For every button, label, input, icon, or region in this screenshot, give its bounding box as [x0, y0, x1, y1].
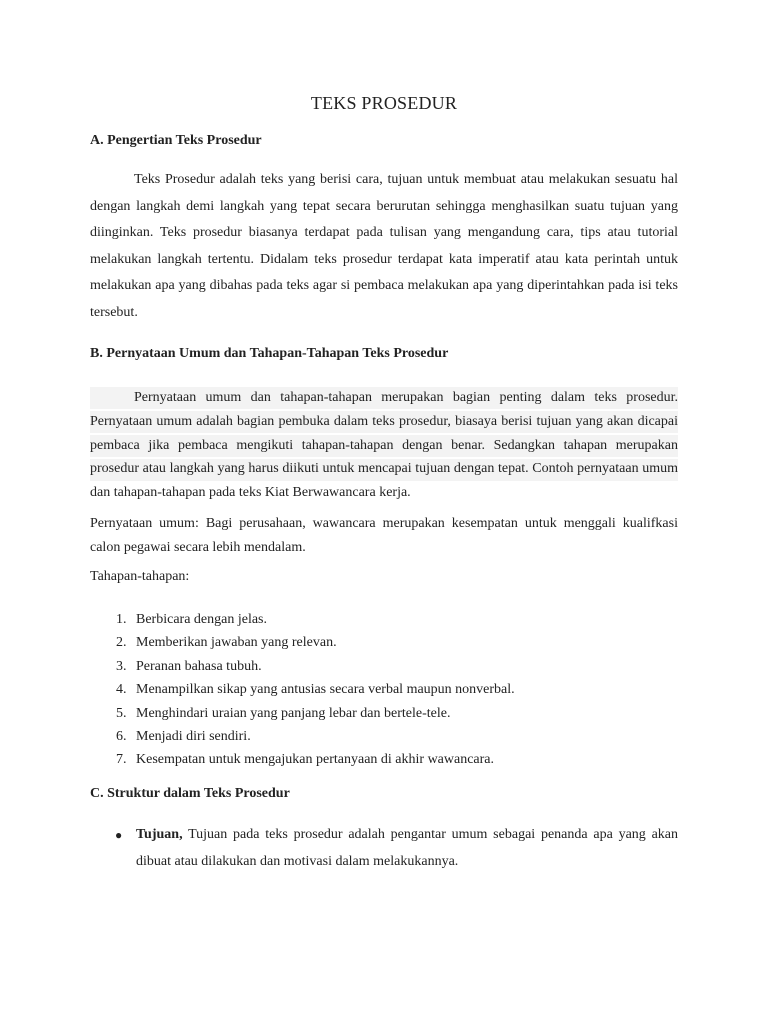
list-item	[90, 748, 515, 771]
list-number: 1.	[116, 612, 127, 627]
section-a-body: Teks Prosedur adalah teks yang berisi cara, tujuan untuk membuat atau melakukan sesuatu hal dengan langkah demi langkah yang tepat secara berurutan sehingga menghasilkan suatu tujuan yang diinginkan. Teks prosedur biasanya terdapat pada tulisan yang mengandung cara, tips atau tutorial melakukan langkah tertentu. Didalam teks prosedur terdapat kata imperatif atau kata perintah untuk melakukan apa yang dibahas pada teks agar si pembaca melakukan apa yang diperintahkan pada isi teks tersebut.	[90, 172, 678, 320]
bullet-term: Tujuan,	[136, 827, 183, 842]
list-item	[90, 655, 515, 678]
section-b-heading: B. Pernyataan Umum dan Tahapan-Tahapan Teks Prosedur	[90, 346, 449, 361]
list-item	[90, 725, 515, 748]
section-b-paragraph	[90, 386, 678, 505]
steps-list	[90, 608, 515, 772]
section-a-heading: A. Pengertian Teks Prosedur	[90, 133, 262, 148]
bullet-dot-icon: ●	[115, 828, 123, 842]
list-item-text: Berbicara dengan jelas.	[136, 612, 267, 627]
general-statement: Pernyataan umum: Bagi perusahaan, wawancara merupakan kesempatan untuk menggali kualifkasi calon pegawai secara lebih mendalam.	[90, 516, 678, 555]
section-b-body: Pernyataan umum dan tahapan-tahapan merupakan bagian penting dalam teks prosedur. Pernyataan umum adalah bagian pembuka dalam teks prosedur, biasaya berisi tujuan yang akan dicapai pembaca jika pembaca mengikuti tahapan-tahapan dengan benar. Sedangkan tahapan merupakan prosedur atau langkah yang harus diikuti untuk mencapai tujuan dengan tepat. Contoh pernyataan umum dan tahapan-tahapan pada teks Kiat Berwawancara kerja.	[90, 390, 678, 501]
section-a-paragraph	[90, 167, 678, 327]
list-number: 7.	[116, 752, 127, 768]
list-item	[90, 608, 515, 631]
bullet-item-text: Tujuan pada teks prosedur adalah pengantar umum sebagai penanda apa yang akan dibuat atau dilakukan dan motivasi dalam melakukannya.	[136, 827, 678, 869]
bullet-list	[90, 822, 678, 875]
list-item	[90, 678, 515, 701]
list-number: 3.	[116, 658, 127, 674]
list-number: 4.	[116, 682, 127, 698]
list-number: 6.	[116, 728, 127, 744]
list-item-text: Peranan bahasa tubuh.	[136, 658, 262, 674]
list-number: 5.	[116, 705, 127, 721]
list-item-text: Menjadi diri sendiri.	[136, 728, 251, 744]
document-title: TEKS PROSEDUR	[310, 93, 458, 113]
bullet-item	[136, 822, 678, 875]
steps-label: Tahapan-tahapan:	[90, 569, 190, 584]
list-item-text: Kesempatan untuk mengajukan pertanyaan di akhir wawancara.	[136, 752, 495, 768]
list-number: 2.	[116, 635, 127, 651]
list-item-text: Memberikan jawaban yang relevan.	[136, 635, 337, 651]
list-item	[90, 702, 515, 725]
list-item	[90, 631, 515, 654]
section-c-heading: C. Struktur dalam Teks Prosedur	[90, 786, 290, 801]
list-item-text: Menampilkan sikap yang antusias secara verbal maupun nonverbal.	[136, 682, 515, 698]
list-item-text: Menghindari uraian yang panjang lebar dan bertele-tele.	[136, 705, 451, 721]
